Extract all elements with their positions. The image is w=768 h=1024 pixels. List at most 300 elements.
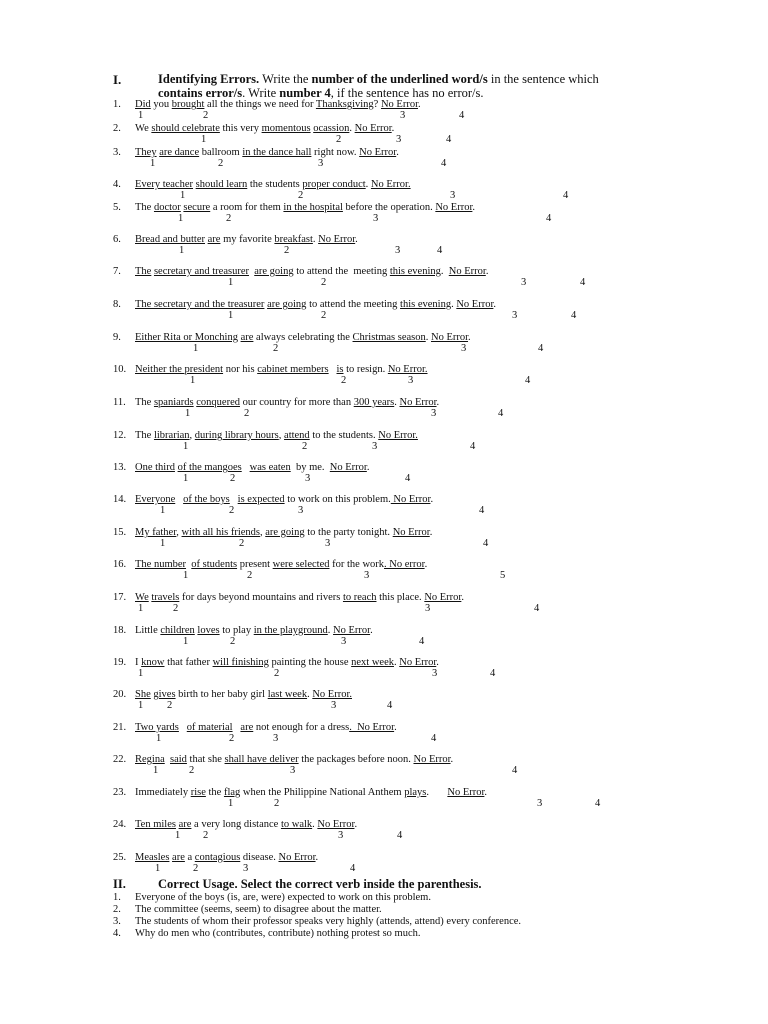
underline-number: 4 (498, 408, 504, 419)
underlined-segment: loves (197, 625, 220, 636)
underlined-segment: plays (404, 787, 427, 798)
underlined-segment: Two yards (135, 722, 179, 733)
underline-number: 4 (525, 375, 531, 386)
underline-number: 3 (400, 110, 406, 121)
underlined-segment: in the dance hall (242, 147, 312, 158)
sentence-text: . (429, 527, 433, 538)
underlined-segment: No Error (399, 657, 437, 668)
underlined-segment: will finishing (212, 657, 269, 668)
underlined-segment: are (178, 819, 192, 830)
underlined-segment: The secretary and the treasurer (135, 299, 265, 310)
underlined-segment: No Error (278, 852, 316, 863)
sentence-text: . (426, 787, 448, 798)
sentence-item (113, 559, 427, 571)
sentence-text: . (307, 689, 313, 700)
underlined-segment: gives (153, 689, 176, 700)
item-number: 23. (113, 787, 127, 798)
underlined-segment: shall have deliver (224, 754, 299, 765)
sentence-text: . (391, 123, 395, 134)
underlined-segment: were selected (272, 559, 330, 570)
usage-sentence: The committee (seems, seem) to disagree about the matter. (135, 904, 382, 915)
instr-bold: number 4 (279, 86, 331, 100)
underlined-segment: contagious (194, 852, 241, 863)
sentence-text: for days beyond mountains and rivers (179, 592, 343, 603)
sentence-text: . (393, 657, 400, 668)
sentence-text: painting the house (268, 657, 352, 668)
underlined-segment: No Error (359, 147, 397, 158)
sentence-text: ballroom (199, 147, 243, 158)
underlined-segment: momentous (261, 123, 311, 134)
underlined-segment: We (135, 592, 149, 603)
sentence-text: all the things we need for (204, 99, 316, 110)
underline-number: 3 (325, 538, 331, 549)
underlined-segment: No Error (430, 332, 469, 343)
sentence-text: The (135, 430, 154, 441)
underlined-segment: She (135, 689, 151, 700)
underlined-segment: No Error (390, 494, 431, 505)
item-number: 1. (113, 892, 121, 903)
sentence-item (113, 147, 399, 159)
underlined-segment: rise (190, 787, 206, 798)
usage-item (113, 916, 521, 928)
sentence-text: for the work (329, 559, 385, 570)
underlined-segment: Thanksgiving (315, 99, 374, 110)
underlined-segment: attend (284, 430, 310, 441)
underline-number: 2 (193, 863, 199, 874)
sentence-item (113, 364, 428, 376)
item-number: 21. (113, 722, 127, 733)
underline-number: 2 (298, 190, 304, 201)
underlined-segment: Did (135, 99, 151, 110)
underline-number: 2 (302, 441, 308, 452)
underlined-segment: are (207, 234, 221, 245)
underlined-segment: No Error (354, 123, 392, 134)
underline-number: 4 (538, 343, 544, 354)
underlined-segment: during library hours (194, 430, 279, 441)
underline-number: 1 (160, 538, 166, 549)
underline-number: 3 (396, 134, 402, 145)
underline-number: 1 (183, 636, 189, 647)
sentence-text: . (366, 462, 370, 473)
underline-number: 1 (183, 473, 189, 484)
item-number: 16. (113, 559, 127, 570)
sentence-text: We (135, 123, 152, 134)
underline-number: 3 (425, 603, 431, 614)
underlined-segment: One third (135, 462, 175, 473)
usage-item (113, 904, 382, 916)
sentence-text: to resign. (343, 364, 388, 375)
item-number: 8. (113, 299, 121, 310)
underline-number: 2 (229, 505, 235, 516)
sentence-item (113, 266, 488, 278)
underlined-segment: in the hospital (283, 202, 343, 213)
section-1-numeral: I. (113, 72, 122, 87)
underlined-segment: The number (135, 559, 187, 570)
instr-text: Write the (259, 72, 312, 86)
sentence-item (113, 689, 352, 701)
underlined-segment: No Error (447, 787, 485, 798)
underlined-segment: said (170, 754, 187, 765)
sentence-text: Little (135, 625, 161, 636)
underline-number: 4 (446, 134, 452, 145)
sentence-text: . (430, 494, 434, 505)
underline-number: 1 (183, 570, 189, 581)
underlined-segment: No Error. (370, 179, 411, 190)
sentence-text: my favorite (220, 234, 275, 245)
sentence-item (113, 332, 471, 344)
underlined-segment: Neither the president (135, 364, 224, 375)
usage-item (113, 892, 431, 904)
underlined-segment: No Error (448, 266, 486, 277)
underline-number: 1 (193, 343, 199, 354)
underline-number: 4 (459, 110, 465, 121)
underlined-segment: is (336, 364, 344, 375)
sentence-text: ? (373, 99, 381, 110)
sentence-item (113, 754, 453, 766)
underline-number: 1 (228, 798, 234, 809)
underline-number: 3 (243, 863, 249, 874)
sentence-text: not enough for a dress (253, 722, 350, 733)
underlined-segment: are (240, 332, 254, 343)
underline-number: 4 (580, 277, 586, 288)
sentence-text: . (365, 179, 371, 190)
item-number: 9. (113, 332, 121, 343)
sentence-text: . (327, 625, 334, 636)
underlined-segment: to reach (342, 592, 377, 603)
sentence-item (113, 234, 358, 246)
underlined-segment: know (141, 657, 165, 668)
underlined-segment: No Error (392, 527, 430, 538)
underline-number: 3 (450, 190, 456, 201)
sentence-text: to the party tonight. (304, 527, 393, 538)
underlined-segment: They (135, 147, 157, 158)
underline-number: 3 (461, 343, 467, 354)
underline-number: 1 (180, 190, 186, 201)
underlined-segment: secretary and treasurer (153, 266, 249, 277)
underline-number: 4 (595, 798, 601, 809)
sentence-text: . (418, 99, 421, 110)
underlined-segment: 300 years (353, 397, 395, 408)
underlined-segment: next week (351, 657, 394, 668)
sentence-text: a very long distance (191, 819, 281, 830)
item-number: 19. (113, 657, 127, 668)
underlined-segment: No Error (435, 202, 473, 213)
underlined-segment: . No error (384, 559, 425, 570)
sentence-text: . (312, 234, 319, 245)
underline-number: 2 (203, 110, 209, 121)
underline-number: 4 (405, 473, 411, 484)
underline-number: 3 (331, 700, 337, 711)
instr-text: . Write (242, 86, 280, 100)
sentence-text: . (485, 266, 489, 277)
underlined-segment: this evening (389, 266, 441, 277)
sentence-text: to play (219, 625, 254, 636)
sentence-item (113, 852, 318, 864)
item-number: 6. (113, 234, 121, 245)
sentence-text: . (440, 266, 449, 277)
underline-number: 4 (546, 213, 552, 224)
item-number: 2. (113, 123, 121, 134)
item-number: 3. (113, 916, 121, 927)
usage-item (113, 928, 421, 940)
sentence-text (175, 494, 183, 505)
underline-number: 1 (179, 245, 185, 256)
underline-number: 1 (175, 830, 181, 841)
item-number: 1. (113, 99, 121, 110)
sentence-text: , (189, 430, 195, 441)
item-number: 11. (113, 397, 126, 408)
underlined-segment: should learn (195, 179, 248, 190)
underlined-segment: No Error (317, 819, 355, 830)
sentence-text: nor his (223, 364, 258, 375)
underlined-segment: flag (223, 787, 241, 798)
underlined-segment: librarian (153, 430, 190, 441)
underline-number: 3 (341, 636, 347, 647)
underlined-segment: Regina (135, 754, 165, 765)
sentence-item (113, 625, 373, 637)
sentence-item (113, 462, 369, 474)
underlined-segment: spaniards (153, 397, 194, 408)
underlined-segment: are going (254, 266, 294, 277)
sentence-text: . (436, 397, 440, 408)
sentence-text: our country for more than (239, 397, 354, 408)
underline-number: 3 (395, 245, 401, 256)
underlined-segment: Everyone (135, 494, 176, 505)
underlined-segment: The (135, 266, 152, 277)
underline-number: 3 (338, 830, 344, 841)
sentence-text: a room for them (210, 202, 284, 213)
item-number: 25. (113, 852, 127, 863)
sentence-text: . (425, 332, 431, 343)
underline-number: 4 (490, 668, 496, 679)
sentence-text: , (176, 527, 182, 538)
underlined-segment: are (240, 722, 254, 733)
usage-sentence: Everyone of the boys (is, are, were) expected to work on this problem. (135, 892, 431, 903)
sentence-text: when the Philippine National Anthem (240, 787, 405, 798)
sentence-text: . (370, 625, 373, 636)
item-number: 12. (113, 430, 127, 441)
underline-number: 2 (239, 538, 245, 549)
underline-number: 4 (437, 245, 443, 256)
underlined-segment: cabinet members (257, 364, 329, 375)
underline-number: 2 (173, 603, 179, 614)
underline-number: 2 (247, 570, 253, 581)
underline-number: 1 (185, 408, 191, 419)
sentence-item (113, 299, 496, 311)
sentence-text: . (394, 722, 397, 733)
sentence-text: that she (186, 754, 225, 765)
item-number: 18. (113, 625, 127, 636)
item-number: 22. (113, 754, 127, 765)
underline-number: 2 (321, 310, 327, 321)
item-number: 3. (113, 147, 121, 158)
underlined-segment: are (172, 852, 185, 863)
item-number: 20. (113, 689, 127, 700)
underline-number: 2 (273, 343, 279, 354)
underline-number: 1 (201, 134, 207, 145)
sentence-item (113, 397, 439, 409)
underlined-segment: No Error. (378, 430, 418, 441)
underline-number: 4 (470, 441, 476, 452)
sentence-text: . (355, 234, 358, 245)
underlined-segment: No Error. (312, 689, 352, 700)
sentence-item (113, 123, 394, 135)
item-number: 10. (113, 364, 127, 375)
underline-number: 2 (341, 375, 347, 386)
underlined-segment: of material (186, 722, 233, 733)
underlined-segment: No Error (456, 299, 494, 310)
underlined-segment: Measles (135, 852, 170, 863)
sentence-text: birth to her baby girl (175, 689, 268, 700)
underline-number: 1 (138, 668, 144, 679)
underlined-segment: Every teacher (135, 179, 194, 190)
underlined-segment: of the boys (183, 494, 230, 505)
item-number: 5. (113, 202, 121, 213)
sentence-text (242, 462, 250, 473)
item-number: 13. (113, 462, 127, 473)
underline-number: 4 (534, 603, 540, 614)
underline-number: 1 (183, 441, 189, 452)
underlined-segment: No Error. (387, 364, 428, 375)
underline-number: 4 (431, 733, 437, 744)
underline-number: 2 (321, 277, 327, 288)
underlined-segment: No Error (424, 592, 462, 603)
underline-number: 3 (273, 733, 279, 744)
sentence-text: to work on this problem. (284, 494, 391, 505)
sentence-text: I (135, 657, 142, 668)
underline-number: 3 (408, 375, 414, 386)
sentence-text: . (436, 657, 439, 668)
underline-number: 4 (563, 190, 569, 201)
underlined-segment: No Error (329, 462, 367, 473)
sentence-text: . (354, 819, 358, 830)
underlined-segment: Ten miles (135, 819, 176, 830)
underline-number: 4 (512, 765, 518, 776)
underlined-segment: should celebrate (151, 123, 220, 134)
sentence-text: . (349, 123, 355, 134)
usage-sentence: The students of whom their professor speaks very highly (attends, attend) every conference. (135, 916, 522, 927)
underline-number: 2 (274, 798, 280, 809)
sentence-text: . (468, 332, 471, 343)
sentence-text: always celebrating the (253, 332, 353, 343)
item-number: 15. (113, 527, 127, 538)
underline-number: 1 (156, 733, 162, 744)
underline-number: 2 (167, 700, 173, 711)
underline-number: 1 (150, 158, 156, 169)
underline-number: 3 (431, 408, 437, 419)
underlined-segment: Bread and butter (135, 234, 205, 245)
underlined-segment: conquered (196, 397, 240, 408)
sentence-item (113, 99, 421, 111)
underline-number: 4 (479, 505, 485, 516)
underline-number: 3 (373, 213, 379, 224)
sentence-text (179, 722, 187, 733)
underlined-segment: No Error (413, 754, 451, 765)
underlined-segment: breakfast (274, 234, 313, 245)
underlined-segment: are going (265, 527, 305, 538)
underline-number: 3 (372, 441, 378, 452)
sentence-text: . (424, 559, 428, 570)
sentence-text: present (237, 559, 273, 570)
underline-number: 2 (274, 668, 280, 679)
item-number: 24. (113, 819, 127, 830)
sentence-text: you (150, 99, 172, 110)
underline-number: 4 (483, 538, 489, 549)
item-number: 2. (113, 904, 121, 915)
item-number: 14. (113, 494, 127, 505)
item-number: 4. (113, 928, 121, 939)
sentence-text: . (493, 299, 497, 310)
underline-number: 2 (203, 830, 209, 841)
underline-number: 4 (387, 700, 393, 711)
underline-number: 2 (230, 473, 236, 484)
sentence-text: , (278, 430, 285, 441)
sentence-text: . (451, 299, 457, 310)
sentence-text: a (184, 852, 195, 863)
sentence-item (113, 592, 464, 604)
underlined-segment: secure (183, 202, 211, 213)
sentence-text: right now. (311, 147, 360, 158)
underline-number: 3 (537, 798, 543, 809)
sentence-text: , (259, 527, 266, 538)
underline-number: 2 (218, 158, 224, 169)
underline-number: 2 (226, 213, 232, 224)
underline-number: 2 (229, 733, 235, 744)
sentence-text: that father (164, 657, 213, 668)
sentence-text: . (396, 147, 399, 158)
usage-sentence: Why do men who (contributes, contribute) nothing protest so much. (135, 928, 421, 939)
underline-number: 1 (153, 765, 159, 776)
sentence-item (113, 787, 487, 799)
sentence-text: . (461, 592, 464, 603)
sentence-text: the packages before noon. (298, 754, 414, 765)
sentence-text: . (394, 397, 400, 408)
underline-number: 4 (571, 310, 577, 321)
underlined-segment: of students (191, 559, 238, 570)
sentence-text: . (315, 852, 319, 863)
underline-number: 1 (138, 110, 144, 121)
item-number: 17. (113, 592, 127, 603)
item-number: 7. (113, 266, 121, 277)
underline-number: 4 (350, 863, 356, 874)
underline-number: 3 (512, 310, 518, 321)
underline-number: 3 (305, 473, 311, 484)
instr-text: , if the sentence has no error/s. (330, 86, 484, 100)
underlined-segment: No Error (318, 234, 356, 245)
underlined-segment: No Error (380, 99, 419, 110)
underline-number: 4 (419, 636, 425, 647)
underlined-segment: My father (135, 527, 177, 538)
underline-number: 3 (290, 765, 296, 776)
underlined-segment: is expected (237, 494, 285, 505)
sentence-text: this very (219, 123, 262, 134)
underlined-segment: with all his friends (181, 527, 260, 538)
underline-number: 4 (441, 158, 447, 169)
underlined-segment: proper conduct (302, 179, 366, 190)
underline-number: 1 (138, 603, 144, 614)
instr-bold: contains error/s (158, 86, 243, 100)
section-2-header (113, 877, 482, 892)
underlined-segment: are dance (159, 147, 200, 158)
underline-number: 3 (521, 277, 527, 288)
item-number: 4. (113, 179, 121, 190)
instr-text: in the sentence which (487, 72, 599, 86)
underlined-segment: travels (151, 592, 180, 603)
underlined-segment: ocassion (313, 123, 350, 134)
sentence-text: The (135, 397, 154, 408)
underline-number: 1 (160, 505, 166, 516)
underlined-segment: doctor (153, 202, 181, 213)
